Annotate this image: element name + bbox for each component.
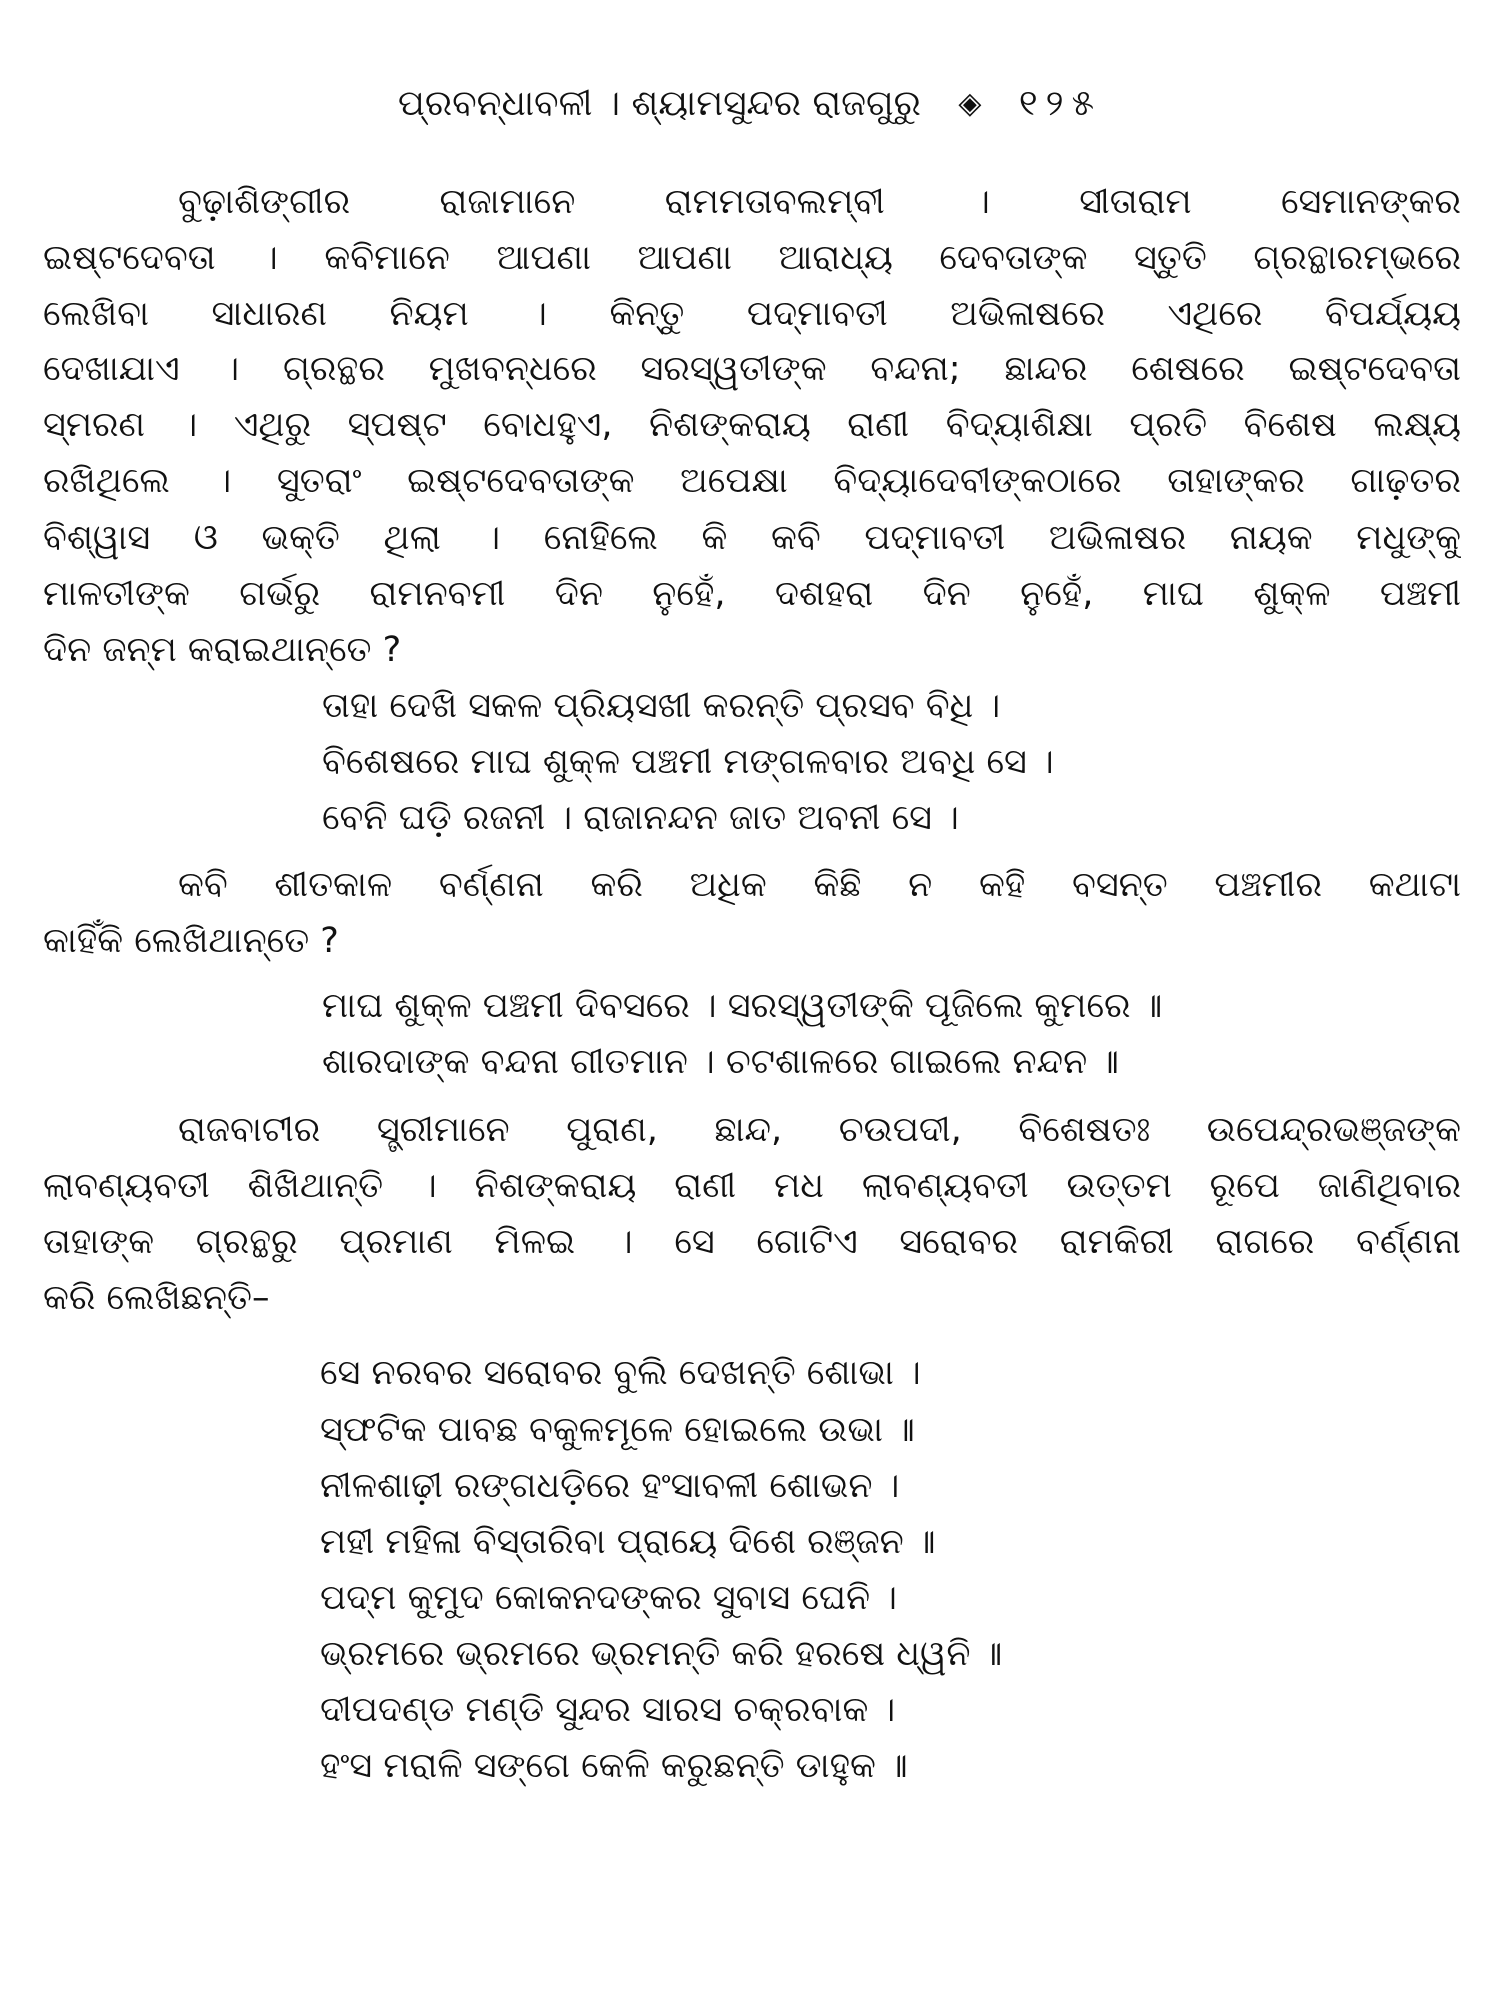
verse-line: ନୀଳଶାଢ଼ୀ ରଙ୍ଗଧଡ଼ିରେ ହଂସାବଳୀ ଶୋଭନ । (320, 1466, 900, 1506)
verse-line: ତାହା ଦେଖି ସକଳ ପ୍ରିୟସଖୀ କରନ୍ତି ପ୍ରସବ ବିଧି । (322, 686, 1001, 726)
text-line: କାହିଁକି ଲେଖିଥାନ୍ତେ ? (43, 921, 339, 961)
verse-line: ସେ ନରବର ସରୋବର ବୁଲି ଦେଖନ୍ତି ଶୋଭା । (320, 1353, 921, 1393)
text-line: ବିଶ୍ୱାସ ଓ ଭକ୍ତି ଥିଲା । ନୋହିଲେ କି କବି ପଦ୍ମାବତୀ ଅଭିଳାଷର ନାୟକ ମଧୁଙ୍କୁ (43, 518, 1461, 558)
text-line: ଲାବଣ୍ୟବତୀ ଶିଖିଥାନ୍ତି । ନିଶଙ୍କରାୟ ରାଣୀ ମଧ ଲାବଣ୍ୟବତୀ ଉତ୍ତମ ରୂପେ ଜାଣିଥିବାର (43, 1166, 1461, 1206)
verse-line: ବେନି ଘଡ଼ି ରଜନୀ । ରାଜାନନ୍ଦନ ଜାତ ଅବନୀ ସେ । (322, 798, 959, 838)
running-title: ପ୍ରବନ୍ଧାବଳୀ । ଶ୍ୟାମସୁନ୍ଦର ରାଜଗୁରୁ (397, 83, 921, 124)
diamond-ornament-icon: ◈ (958, 86, 982, 121)
text-line: ବୁଢ଼ାଶିଙ୍ଗୀର ରାଜାମାନେ ରାମମତାବଲମ୍ବୀ । ସୀତାରାମ ସେମାନଙ୍କର (178, 182, 1461, 222)
text-line: ରଖିଥିଲେ । ସୁତରାଂ ଇଷ୍ଟଦେବତାଙ୍କ ଅପେକ୍ଷା ବିଦ୍ୟାଦେବୀଙ୍କଠାରେ ତାହାଙ୍କର ଗାଢ଼ତର (43, 461, 1461, 501)
verse-line: ମହୀ ମହିଳା ବିସ୍ତାରିବା ପ୍ରାୟେ ଦିଶେ ରଞ୍ଜନ ॥ (320, 1522, 936, 1562)
text-line: କବି ଶୀତକାଳ ବର୍ଣ୍ଣନା କରି ଅଧିକ କିଛି ନ କହି ବସନ୍ତ ପଞ୍ଚମୀର କଥାଟା (178, 865, 1461, 905)
verse-line: ସ୍ଫଟିକ ପାବଛ ବକୁଳମୂଳେ ହୋଇଲେ ଉଭା ॥ (320, 1410, 915, 1450)
verse-line: ବିଶେଷରେ ମାଘ ଶୁକ୍ଳ ପଞ୍ଚମୀ ମଙ୍ଗଳବାର ଅବଧି ସେ । (322, 742, 1054, 782)
text-line: ଦେଖାଯାଏ । ଗ୍ରନ୍ଥର ମୁଖବନ୍ଧରେ ସରସ୍ୱତୀଙ୍କ ବନ୍ଦନା; ଛାନ୍ଦର ଶେଷରେ ଇଷ୍ଟଦେବତା (43, 349, 1461, 389)
verse-line: ହଂସ ମରାଳି ସଙ୍ଗେ କେଳି କରୁଛନ୍ତି ଡାହୁକ ॥ (320, 1746, 908, 1786)
text-line: ସ୍ମରଣ । ଏଥିରୁ ସ୍ପଷ୍ଟ ବୋଧହୁଏ, ନିଶଙ୍କରାୟ ରାଣୀ ବିଦ୍ୟାଶିକ୍ଷା ପ୍ରତି ବିଶେଷ ଲକ୍ଷ୍ୟ (43, 405, 1461, 445)
text-line: ଲେଖିବା ସାଧାରଣ ନିୟମ । କିନ୍ତୁ ପଦ୍ମାବତୀ ଅଭିଳାଷରେ ଏଥିରେ ବିପର୍ଯ୍ୟୟ (43, 294, 1461, 334)
verse-line: ଦୀପଦଣ୍ଡ ମଣ୍ଡି ସୁନ୍ଦର ସାରସ ଚକ୍ରବାକ । (320, 1690, 896, 1730)
verse-line: ଶାରଦାଙ୍କ ବନ୍ଦନା ଗୀତମାନ । ଚଟଶାଳରେ ଗାଇଲେ ନନ୍ଦନ ॥ (322, 1042, 1119, 1082)
text-line: ରାଜବାଟୀର ସ୍ତ୍ରୀମାନେ ପୁରାଣ, ଛାନ୍ଦ, ଚଉପଦୀ, ବିଶେଷତଃ ଉପେନ୍ଦ୍ରଭଞ୍ଜଙ୍କ (178, 1110, 1461, 1150)
running-header (0, 76, 1500, 132)
text-line: ଦିନ ଜନ୍ମ କରାଇଥାନ୍ତେ ? (43, 630, 402, 670)
page-number: ୧୨୫ (1018, 83, 1103, 124)
text-line: କରି ଲେଖିଛନ୍ତି– (43, 1278, 270, 1318)
text-line: ମାଳତୀଙ୍କ ଗର୍ଭରୁ ରାମନବମୀ ଦିନ ନୁହେଁ, ଦଶହରା ଦିନ ନୁହେଁ, ମାଘ ଶୁକ୍ଳ ପଞ୍ଚମୀ (43, 574, 1461, 614)
verse-line: ମାଘ ଶୁକ୍ଳ ପଞ୍ଚମୀ ଦିବସରେ । ସରସ୍ୱତୀଙ୍କି ପୂଜିଲେ କୁମରେ ॥ (322, 986, 1163, 1026)
verse-line: ପଦ୍ମ କୁମୁଦ କୋକନଦଙ୍କର ସୁବାସ ଘେନି । (320, 1578, 898, 1618)
text-line: ତାହାଙ୍କ ଗ୍ରନ୍ଥରୁ ପ୍ରମାଣ ମିଳଇ । ସେ ଗୋଟିଏ ସରୋବର ରାମକିରୀ ରାଗରେ ବର୍ଣ୍ଣନା (43, 1222, 1461, 1262)
text-line: ଇଷ୍ଟଦେବତା । କବିମାନେ ଆପଣା ଆପଣା ଆରାଧ୍ୟ ଦେବତାଙ୍କ ସ୍ତୁତି ଗ୍ରନ୍ଥାରମ୍ଭରେ (43, 238, 1461, 278)
verse-line: ଭ୍ରମରେ ଭ୍ରମରେ ଭ୍ରମନ୍ତି କରି ହରଷେ ଧ୍ୱନି ॥ (320, 1634, 1003, 1674)
